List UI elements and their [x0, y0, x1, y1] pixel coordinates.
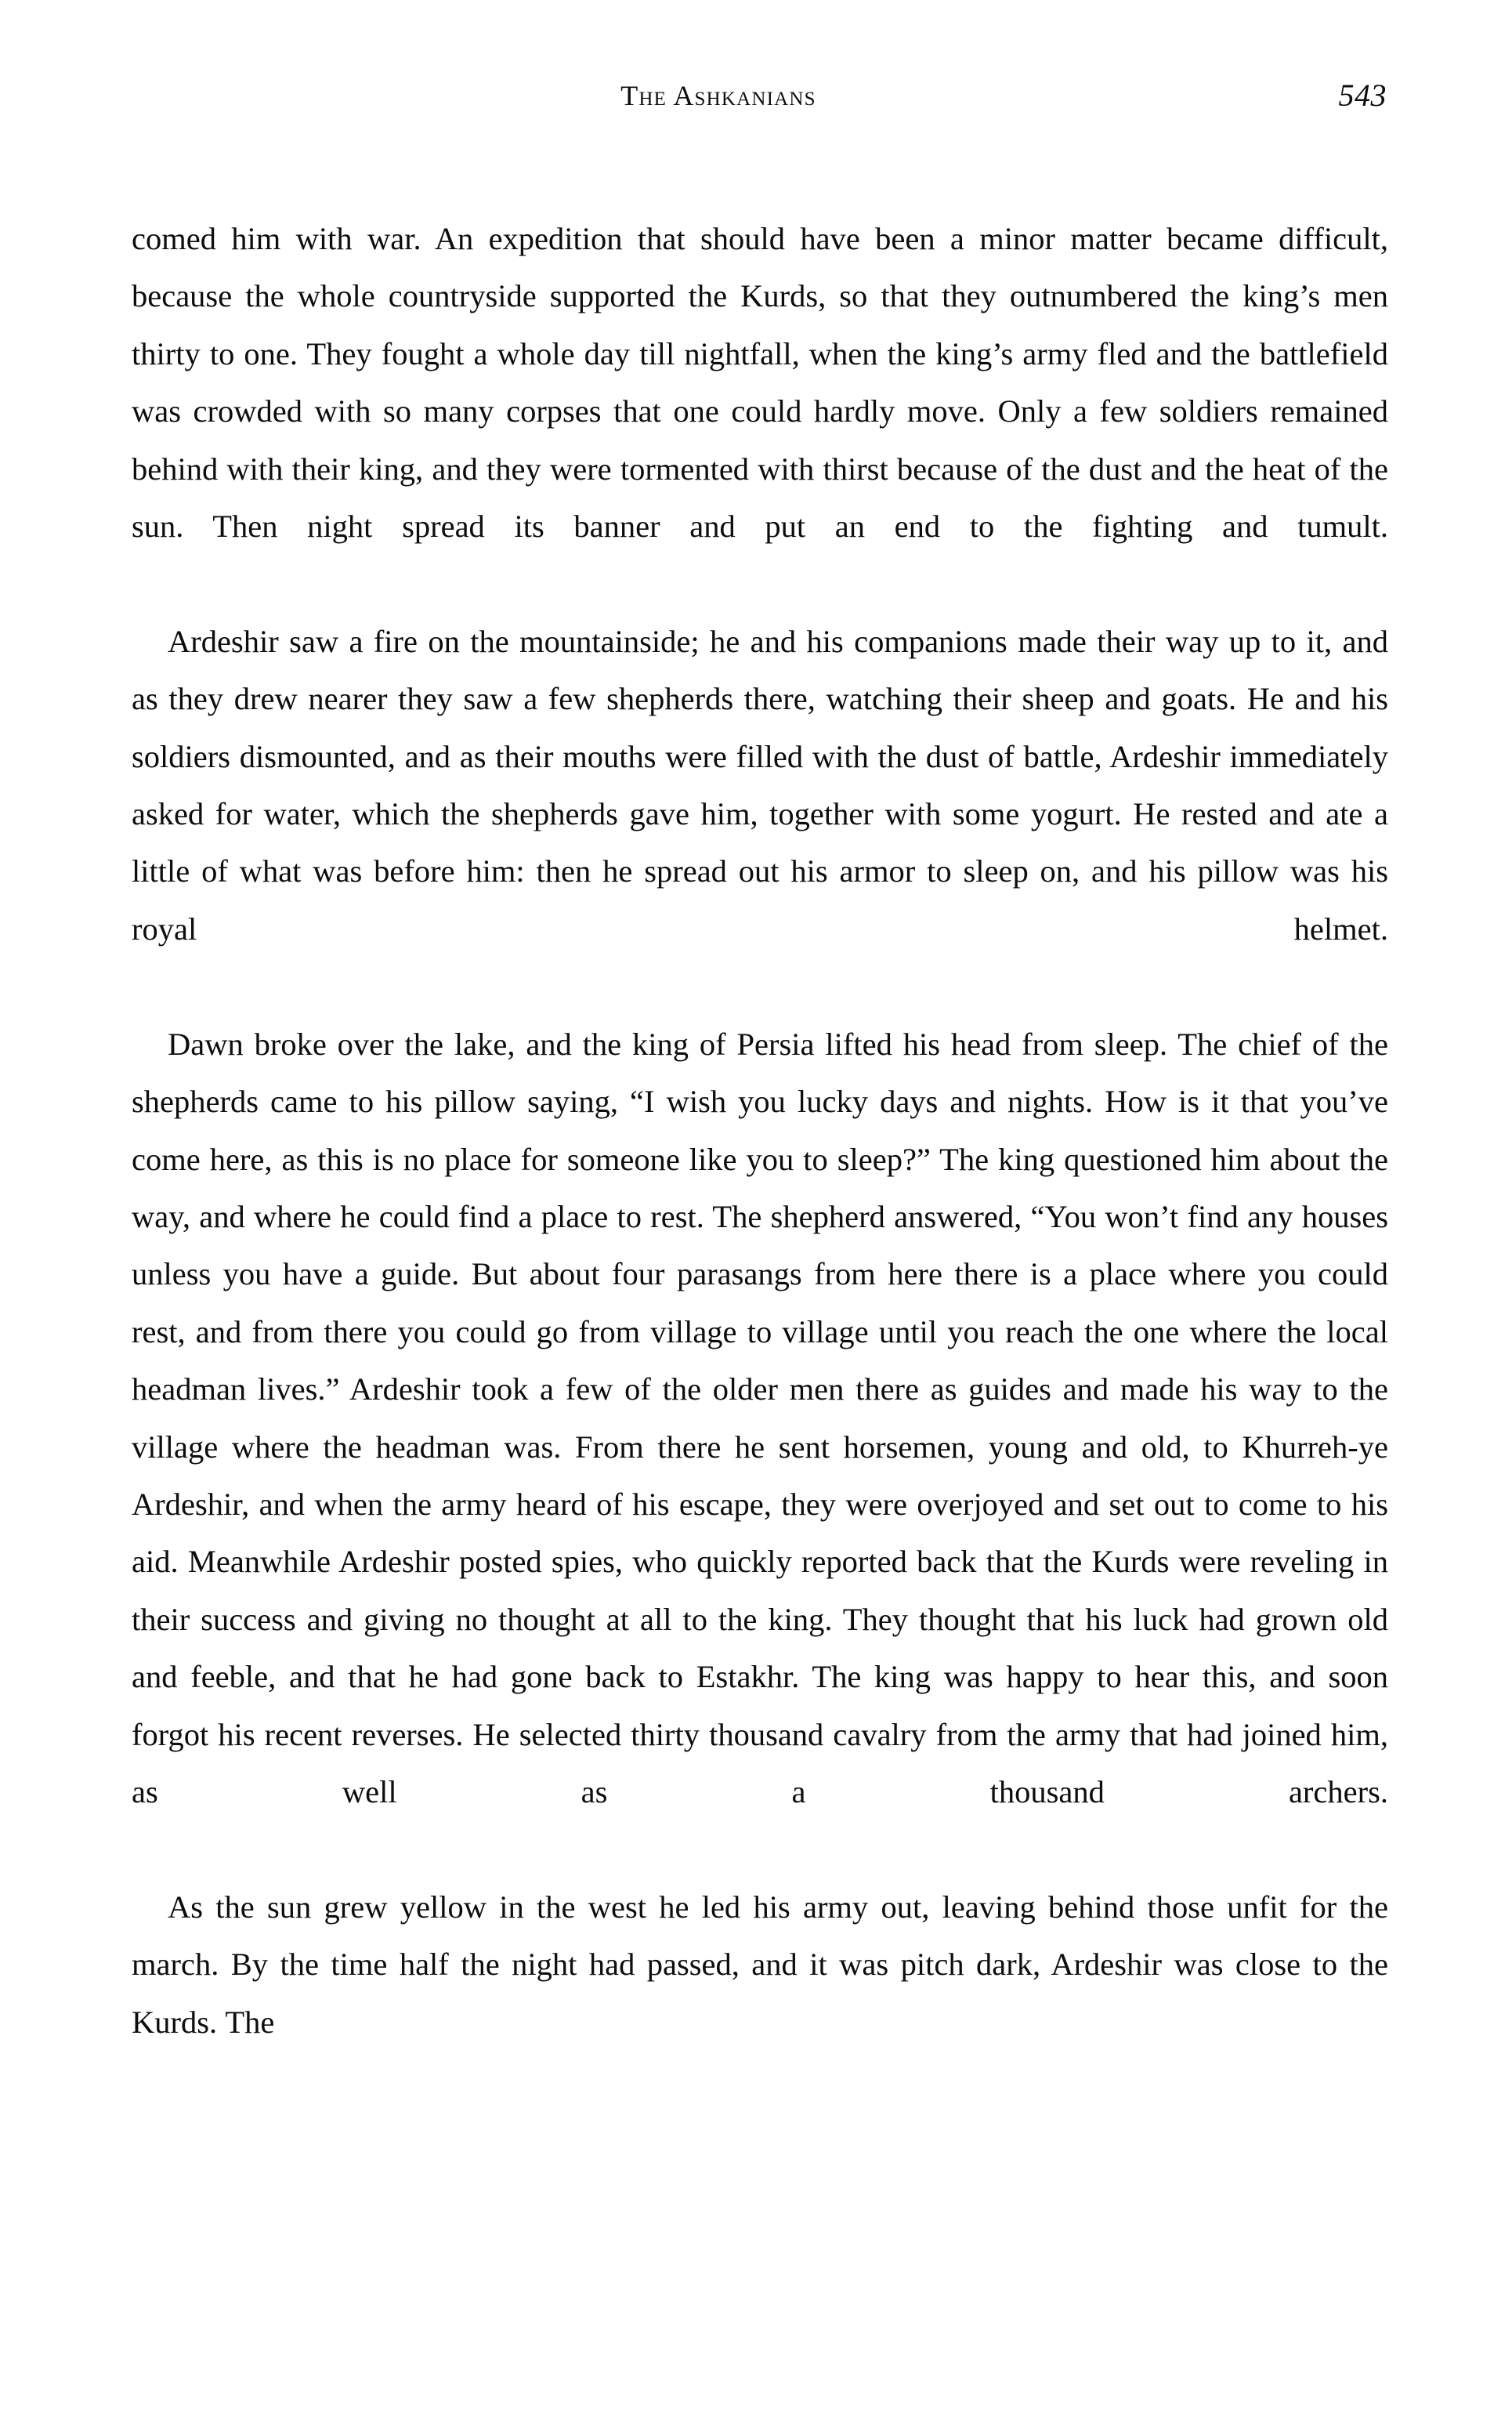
paragraph-2: Ardeshir saw a fire on the mountainside; he and his companions made their way up to it, and as they drew nearer they saw a few shepherds there, watching their sheep and goats. He and his soldiers dismounted, and as their mouths were filled with the dust of battle, Ardeshir immediately asked for water, which the shepherds gave him, together with some yogurt. He rested and ate a little of what was before him: then he spread out his armor to sleep on, and his pillow was his royal helmet.: [132, 623, 1388, 947]
page-number: 543: [1338, 78, 1387, 113]
paragraph-1: comed him with war. An expedition that should have been a minor matter became difficult, because the whole countryside supported the Kurds, so that they outnumbered the king’s men thirty to one. They fought a whole day till nightfall, when the king’s army fled and the battlefield was crowded with so many corpses that one could hardly move. Only a few soldiers remained behind with their king, and they were tormented with thirst because of the dust and the heat of the sun. Then night spread its banner and put an end to the fighting and tumult.: [132, 221, 1388, 545]
running-header: [132, 75, 1387, 122]
paragraph-4: As the sun grew yellow in the west he led his army out, leaving behind those unfit for the march. By the time half the night had passed, and it was pitch dark, Ardeshir was close to the Kurds. The: [132, 1889, 1388, 2040]
running-head-title: The Ashkanians: [620, 80, 816, 111]
paragraph-3: Dawn broke over the lake, and the king of Persia lifted his head from sleep. The chief of the shepherds came to his pillow saying, “I wish you lucky days and nights. How is it that you’ve come here, as this is no place for someone like you to sleep?” The king questioned him about the way, and where he could find a place to rest. The shepherd answered, “You won’t find any houses unless you have a guide. But about four parasangs from here there is a place where you could rest, and from there you could go from village to village until you reach the one where the local headman lives.” Ardeshir took a few of the older men there as guides and made his way to the village where the headman was. From there he sent horsemen, young and old, to Khurreh-ye Ardeshir, and when the army heard of his escape, they were overjoyed and set out to come to his aid. Meanwhile Ardeshir posted spies, who quickly reported back that the Kurds were reveling in their success and giving no thought at all to the king. They thought that his luck had grown old and feeble, and that he had gone back to Estakhr. The king was happy to hear this, and soon forgot his recent reverses. He selected thirty thousand cavalry from the army that had joined him, as well as a thousand archers.: [132, 1026, 1388, 1809]
body-text-block: [132, 210, 1388, 2051]
